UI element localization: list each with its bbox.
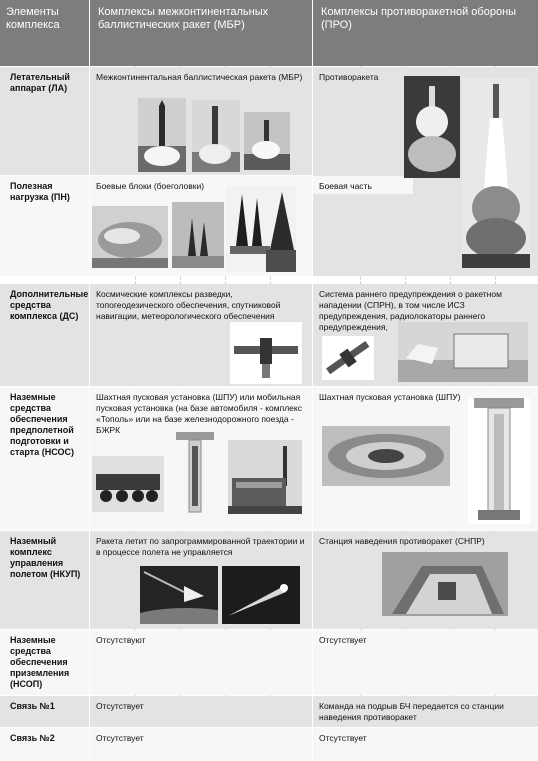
icbm-launch-photo-2 <box>192 100 240 172</box>
abm-nsos-desc: Шахтная пусковая установка (ШПУ) <box>319 392 461 402</box>
silo-photo-abm <box>322 426 450 486</box>
icbm-launch-photo-3 <box>244 112 290 170</box>
silo-diagram-abm <box>468 398 530 524</box>
header-icbm: Комплексы межконтинентальных баллистических ракет (МБР) <box>90 0 312 66</box>
satellite-image-icbm <box>230 322 302 384</box>
abm-ds-desc: Система раннего предупреждения о ракетном нападении (СПРН), в том числе ИСЗ предупреждения, радиолокаторы раннего предупреждения, <box>319 289 502 332</box>
abm-pn-text <box>313 176 413 194</box>
abm-launch-photo-2 <box>462 78 530 268</box>
abm-nkup-desc: Станция наведения противоракет (СНПР) <box>319 536 485 546</box>
abm-link1-text: Команда на подрыв БЧ передается со станции наведения противоракет <box>313 696 538 727</box>
warhead-photo-2 <box>172 202 224 268</box>
abm-nsop-text: Отсутствует <box>313 630 538 695</box>
guidance-station-photo <box>382 552 508 616</box>
abm-link2-text: Отсутствует <box>313 728 538 761</box>
warhead-photo-3 <box>226 186 296 272</box>
satellite-image-abm <box>322 336 374 380</box>
train-launcher-photo <box>228 440 302 514</box>
row-label-nsos: Наземные средства обеспечения предполетной подготовки и старта (НСОС) <box>0 387 89 530</box>
radar-station-image <box>398 322 528 382</box>
icbm-ds-desc: Космические комплексы разведки, топогеодезического обеспечения, спутниковой навигации, метеорологического обеспечения <box>96 289 281 321</box>
icbm-nsop-text: Отсутствуют <box>90 630 312 695</box>
icbm-link1-text: Отсутствует <box>90 696 312 727</box>
warhead-photo-1 <box>92 206 168 268</box>
abm-pn-desc: Боевая часть <box>319 181 372 191</box>
row-label-nsop: Наземные средства обеспечения приземления (НСОП) <box>0 630 89 695</box>
icbm-nsos-desc: Шахтная пусковая установка (ШПУ) или мобильная пусковая установка (на базе автомобиля - комплекс «Тополь» или на базе железнодорожного поезда - БЖРК <box>96 392 302 435</box>
icbm-la-desc: Межконтинентальная баллистическая ракета (МБР) <box>96 72 303 82</box>
silo-diagram-icbm <box>172 432 218 516</box>
row-label-ds: Дополнительные средства комплекса (ДС) <box>0 284 89 386</box>
header-abm: Комплексы противоракетной обороны (ПРО) <box>313 0 538 66</box>
abm-launch-photo-1 <box>404 76 460 178</box>
row-label-la: Летательный аппарат (ЛА) <box>0 67 89 175</box>
icbm-pn-desc: Боевые блоки (боеголовки) <box>96 181 205 191</box>
row-label-link1: Связь №1 <box>0 696 89 727</box>
row-label-pn: Полезная нагрузка (ПН) <box>0 176 89 276</box>
row-label-nkup: Наземный комплекс управления полетом (НКУП) <box>0 531 89 629</box>
abm-la-desc: Противоракета <box>319 72 379 82</box>
header-elements: Элементы комплекса <box>0 0 89 66</box>
icbm-launch-photo-1 <box>138 98 186 172</box>
row-label-link2: Связь №2 <box>0 728 89 761</box>
icbm-link2-text: Отсутствует <box>90 728 312 761</box>
warhead-flight-image-2 <box>222 566 300 624</box>
mobile-launcher-photo <box>92 456 164 512</box>
warhead-flight-image-1 <box>140 566 218 624</box>
icbm-nkup-desc: Ракета летит по запрограммированной траектории и в процессе полета не управляется <box>96 536 305 557</box>
